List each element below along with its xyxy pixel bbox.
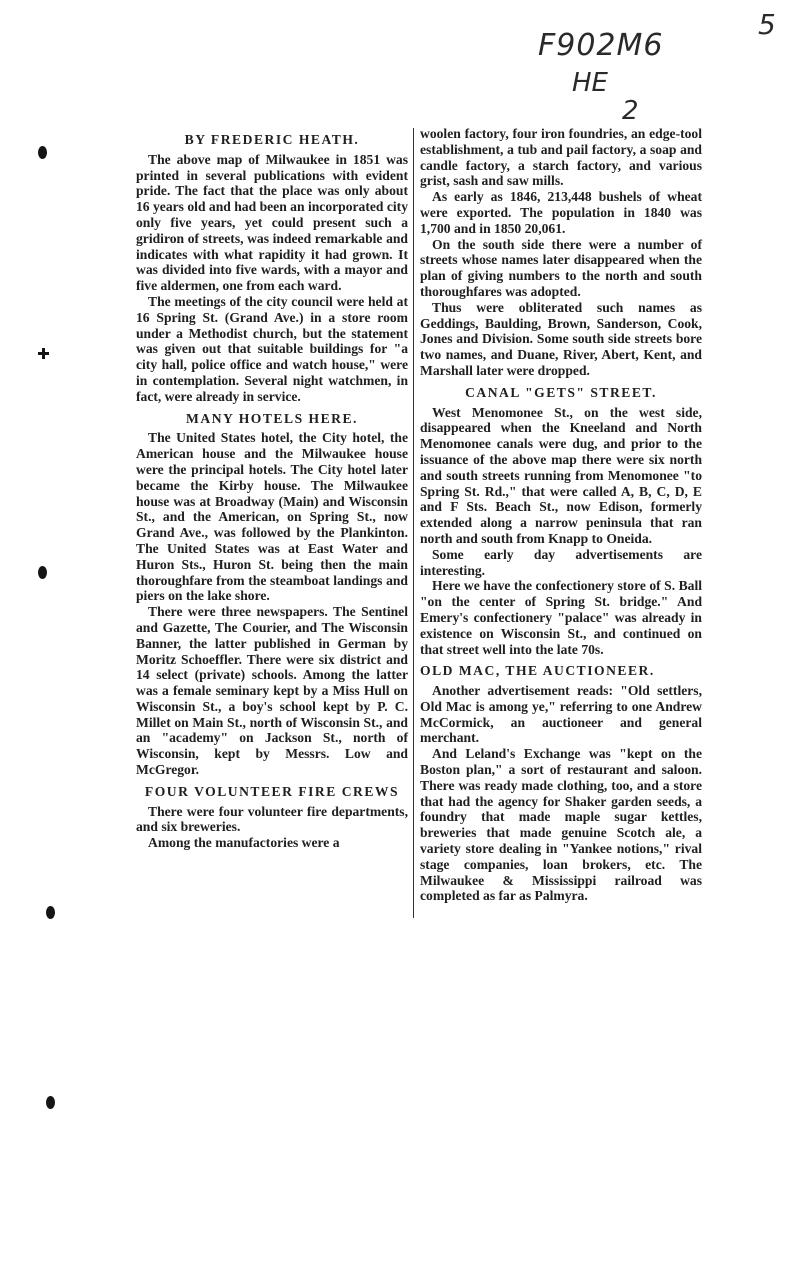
article-right-column (420, 126, 702, 904)
article-paragraph: There were three newspapers. The Sentinel and Gazette, The Courier, and The Wisconsin Banner, the latter published in German by Moritz Schoeffler. There were six district and 14 select (private) schools. Among the latter was a female seminary kept by a Miss Hull on Wisconsin St., a boy's school kept by P. C. Millet on Main St., north of Wisconsin St., and an "academy" on Jackson St., north of Wisconsin, kept by Messrs. Low and McGregor. (136, 604, 408, 778)
article-paragraph: Among the manufactories were a (148, 835, 340, 851)
article-paragraph: As early as 1846, 213,448 bushels of wheat were exported. The population in 1840 was 1,700 and in 1850 20,061. (420, 189, 702, 236)
article-paragraph: Here we have the confectionery store of S. Ball "on the center of Spring St. bridge." And Emery's confectionery "palace" was already in existence on Wisconsin St., and continued on that street well into the late 70s. (420, 578, 702, 657)
registration-cross-mark (38, 348, 49, 359)
article-paragraph: The meetings of the city council were held at 16 Spring St. (Grand Ave.) in a store room under a Methodist church, but the statement was given out that suitable buildings for "a city hall, police office and watch house," were in contemplation. Several night watchmen, in fact, were already in service. (136, 293, 408, 404)
article-paragraph: There were four volunteer fire departments, and six breweries. (136, 803, 408, 835)
initials-note: HE (572, 68, 608, 98)
article-paragraph: woolen factory, four iron foundries, an edge-tool establishment, a tub and pail factory, a soap and candle factory, a starch factory, and various grist, sash and saw mills. (420, 126, 702, 189)
section-heading: FOUR VOLUNTEER FIRE CREWS (144, 783, 400, 799)
article-paragraph: On the south side there were a number of streets whose names later disappeared when the plan of giving numbers to the north and south thoroughfares was adopted. (420, 236, 702, 299)
binder-hole-mark (38, 566, 47, 579)
article-paragraph: Thus were obliterated such names as Geddings, Baulding, Brown, Sanderson, Cook, Jones and Division. Some south side streets bore two names, and Duane, River, Abert, Kent, and Marshall later were dropped. (420, 299, 702, 378)
byline: BY FREDERIC HEATH. (184, 132, 360, 147)
section-heading: CANAL "GETS" STREET. (465, 384, 657, 400)
corner-number-note: 5 (758, 8, 776, 41)
article-paragraph: The above map of Milwaukee in 1851 was printed in several publications with evident pride. The fact that the place was only about 16 years old and had been an incorporated city only five years, yet could present such a gridiron of streets, was indeed remarkable and indicates with what rapidity it had grown. It was divided into five wards, with a mayor and five aldermen, one from each ward. (136, 151, 408, 294)
article-paragraph: West Menomonee St., on the west side, disappeared when the Kneeland and North Menomonee canals were dug, and prior to the issuance of the above map there were six north and south streets running from Menomonee "to Spring St. Rd.," that were called A, B, C, D, E and F Sts. Beach St., now Edison, formerly extended along a narrow peninsula that ran north and south from Knapp to Oneida. (420, 404, 702, 546)
binder-hole-mark (46, 1096, 55, 1109)
page-mark-note: 2 (622, 96, 639, 126)
column-divider (413, 128, 414, 918)
article-paragraph: The United States hotel, the City hotel, the American house and the Milwaukee house were the principal hotels. The City hotel later became the Kirby house. The Milwaukee house was at Broadway (Main) and Wisconsin St., and the American, on Spring St., now Grand Ave., was followed by the Plankinton. The United States was at East Water and Huron Sts., Huron St. being then the main thoroughfare from the steamboat landings and piers on the lake shore. (136, 430, 408, 604)
section-heading: OLD MAC, THE AUCTIONEER. (420, 663, 655, 679)
article-paragraph: Some early day advertisements are interesting. (420, 546, 702, 578)
section-heading: MANY HOTELS HERE. (186, 410, 358, 426)
article-paragraph: Another advertisement reads: "Old settlers, Old Mac is among ye," referring to one Andrew McCormick, an auctioneer and general merchant. (420, 683, 702, 746)
catalog-code-note: F902M6 (538, 28, 664, 63)
binder-hole-mark (46, 906, 55, 919)
article-paragraph: And Leland's Exchange was "kept on the Boston plan," a sort of restaurant and saloon. There was ready made clothing, too, and a store that had the agency for Shaker garden seeds, a foundry that made maple sugar kettles, breweries that made genuine Scotch ale, a variety store dealing in "Yankee notions," rival stage companies, loan brokers, etc. The Milwaukee & Mississippi railroad was completed as far as Palmyra. (420, 746, 702, 904)
article-left-column (136, 126, 408, 851)
binder-hole-mark (38, 146, 47, 159)
